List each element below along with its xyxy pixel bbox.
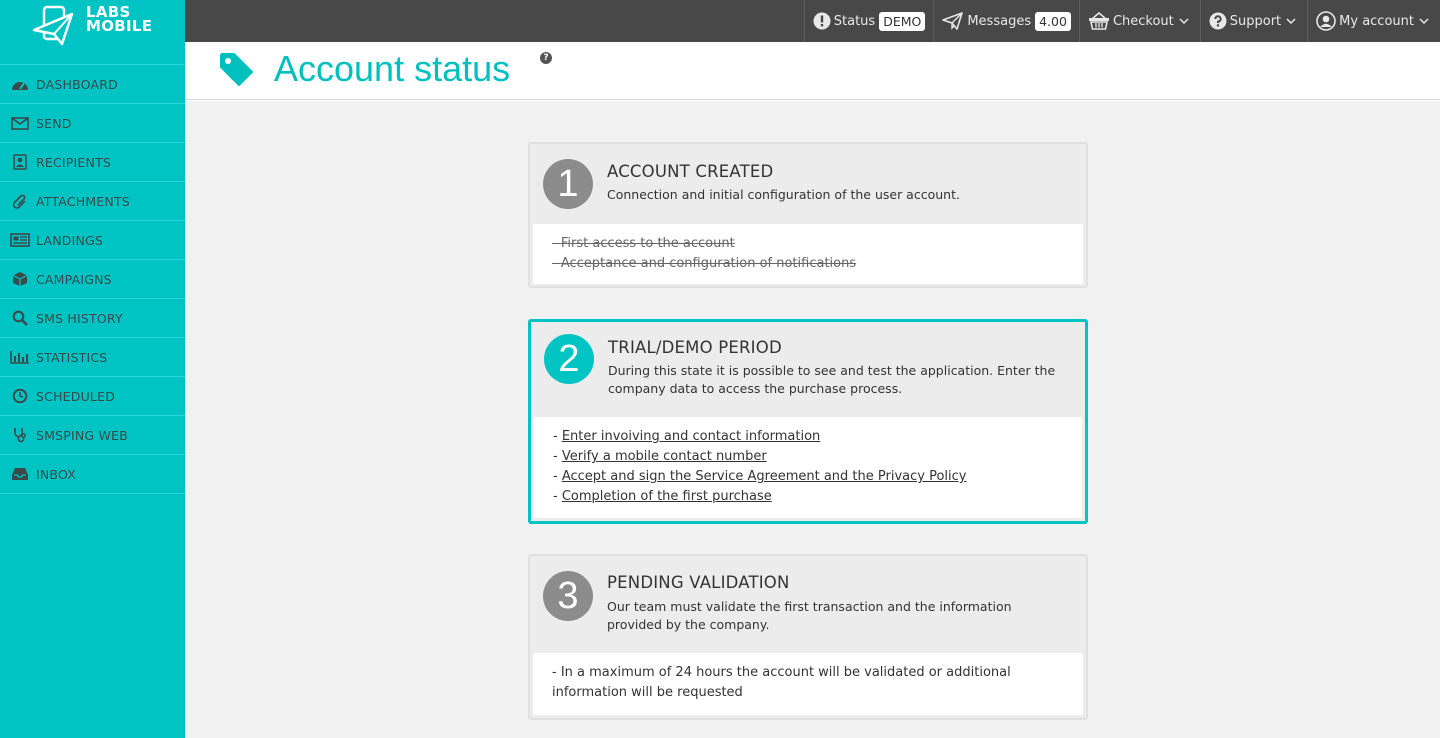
main-content: [185, 101, 1440, 738]
enter-invoicing-link[interactable]: Enter invoiving and contact information: [561, 429, 821, 444]
status-label: Status: [833, 13, 876, 29]
task-item: - Accept and sign the Service Agreement and the Privacy Policy: [553, 469, 967, 484]
shopping-basket-icon: [1088, 12, 1110, 30]
step-number-badge: 3: [543, 571, 593, 621]
stethoscope-icon: [10, 427, 30, 443]
messages-credit-badge: 4.00: [1035, 12, 1071, 31]
page-header: [185, 42, 1440, 100]
top-navbar: [185, 0, 1440, 42]
question-circle-icon: [1209, 12, 1227, 30]
step-card-header: [531, 322, 1085, 417]
sidebar-item-label: SMSPING WEB: [36, 427, 128, 443]
chevron-down-icon: [1286, 18, 1296, 24]
first-purchase-link[interactable]: Completion of the first purchase: [561, 489, 772, 504]
tag-icon: [219, 52, 255, 88]
step-title: PENDING VALIDATION: [607, 573, 790, 592]
sidebar-item-label: SCHEDULED: [36, 388, 116, 404]
sidebar-item-smsping-web[interactable]: [0, 416, 185, 455]
logo[interactable]: [0, 0, 185, 64]
step-note: [533, 653, 1083, 715]
task-item: - Verify a mobile contact number: [553, 449, 767, 464]
sidebar-item-label: RECIPIENTS: [36, 154, 112, 170]
task-label: Acceptance and configuration of notifications: [560, 256, 857, 271]
step-description: Our team must validate the first transaction and the information provided by the company.: [607, 599, 1012, 632]
task-item: - Completion of the first purchase: [553, 489, 772, 504]
sidebar-item-statistics[interactable]: [0, 338, 185, 377]
task-item: - First access to the account: [552, 236, 735, 251]
sidebar: [0, 0, 185, 738]
clock-icon: [10, 388, 30, 404]
sidebar-item-label: CAMPAIGNS: [36, 271, 112, 287]
logo-text: [86, 5, 152, 33]
task-item: - Acceptance and configuration of notifications: [552, 256, 857, 271]
logo-line-1: LABS: [86, 3, 131, 21]
inbox-icon: [10, 466, 30, 482]
accept-agreement-link[interactable]: Accept and sign the Service Agreement and the Privacy Policy: [561, 469, 967, 484]
step-card-header: [530, 556, 1086, 653]
step-card-trial-demo: [528, 319, 1088, 524]
envelope-icon: [10, 115, 30, 131]
my-account-label: My account: [1339, 13, 1414, 29]
help-icon[interactable]: ?: [540, 52, 552, 64]
sidebar-item-label: DASHBOARD: [36, 76, 118, 92]
chevron-down-icon: [1179, 18, 1189, 24]
sidebar-item-label: ATTACHMENTS: [36, 193, 130, 209]
chevron-down-icon: [1419, 18, 1429, 24]
user-circle-icon: [1316, 11, 1336, 31]
task-item: - Enter invoiving and contact information: [553, 429, 821, 444]
sidebar-item-inbox[interactable]: [0, 455, 185, 494]
sidebar-item-scheduled[interactable]: [0, 377, 185, 416]
checkout-menu[interactable]: [1079, 0, 1200, 42]
sidebar-item-dashboard[interactable]: [0, 65, 185, 104]
step-card-account-created: [528, 142, 1088, 288]
step-description: During this state it is possible to see and test the application. Enter the company data to access the purchase process.: [608, 363, 1056, 396]
bar-chart-icon: [10, 349, 30, 365]
newspaper-icon: [10, 232, 30, 248]
messages-menu[interactable]: [933, 0, 1079, 42]
top-navbar-items: [804, 0, 1440, 42]
exclamation-circle-icon: [813, 12, 831, 30]
sidebar-item-landings[interactable]: [0, 221, 185, 260]
validation-note: - In a maximum of 24 hours the account will be validated or additional information will be requested: [552, 665, 1011, 700]
sidebar-item-label: LANDINGS: [36, 232, 104, 248]
sidebar-item-recipients[interactable]: [0, 143, 185, 182]
my-account-menu[interactable]: [1307, 0, 1440, 42]
tachometer-icon: [10, 76, 30, 92]
step-card-header: [530, 144, 1086, 224]
step-number-badge: 1: [543, 159, 593, 209]
sidebar-item-campaigns[interactable]: [0, 260, 185, 299]
sidebar-item-send[interactable]: [0, 104, 185, 143]
paper-plane-icon: [942, 12, 964, 30]
sidebar-item-sms-history[interactable]: [0, 299, 185, 338]
paperclip-icon: [10, 193, 30, 209]
sidebar-item-label: INBOX: [36, 466, 76, 482]
search-icon: [10, 310, 30, 326]
step-title: ACCOUNT CREATED: [607, 162, 774, 181]
cube-icon: [10, 271, 30, 287]
sidebar-item-attachments[interactable]: [0, 182, 185, 221]
step-title: TRIAL/DEMO PERIOD: [608, 338, 782, 357]
logo-line-2: MOBILE: [86, 17, 153, 35]
step-tasks: [534, 417, 1082, 518]
step-card-pending-validation: [528, 554, 1088, 720]
step-tasks: [533, 224, 1083, 284]
checkout-label: Checkout: [1112, 13, 1174, 29]
messages-label: Messages: [967, 13, 1032, 29]
sidebar-item-label: SMS HISTORY: [36, 310, 123, 326]
sidebar-nav: [0, 64, 185, 494]
page-title: Account status: [274, 48, 511, 89]
support-menu[interactable]: [1200, 0, 1307, 42]
sidebar-item-label: SEND: [36, 115, 72, 131]
contact-card-icon: [10, 154, 30, 170]
support-label: Support: [1229, 13, 1282, 29]
step-number-badge: 2: [544, 334, 594, 384]
status-badge: DEMO: [879, 12, 925, 31]
verify-mobile-link[interactable]: Verify a mobile contact number: [561, 449, 767, 464]
step-description: Connection and initial configuration of the user account.: [607, 187, 960, 202]
status-menu[interactable]: [804, 0, 934, 42]
paper-plane-phone-logo-icon: [32, 4, 80, 48]
task-label: First access to the account: [560, 236, 735, 251]
sidebar-item-label: STATISTICS: [36, 349, 108, 365]
